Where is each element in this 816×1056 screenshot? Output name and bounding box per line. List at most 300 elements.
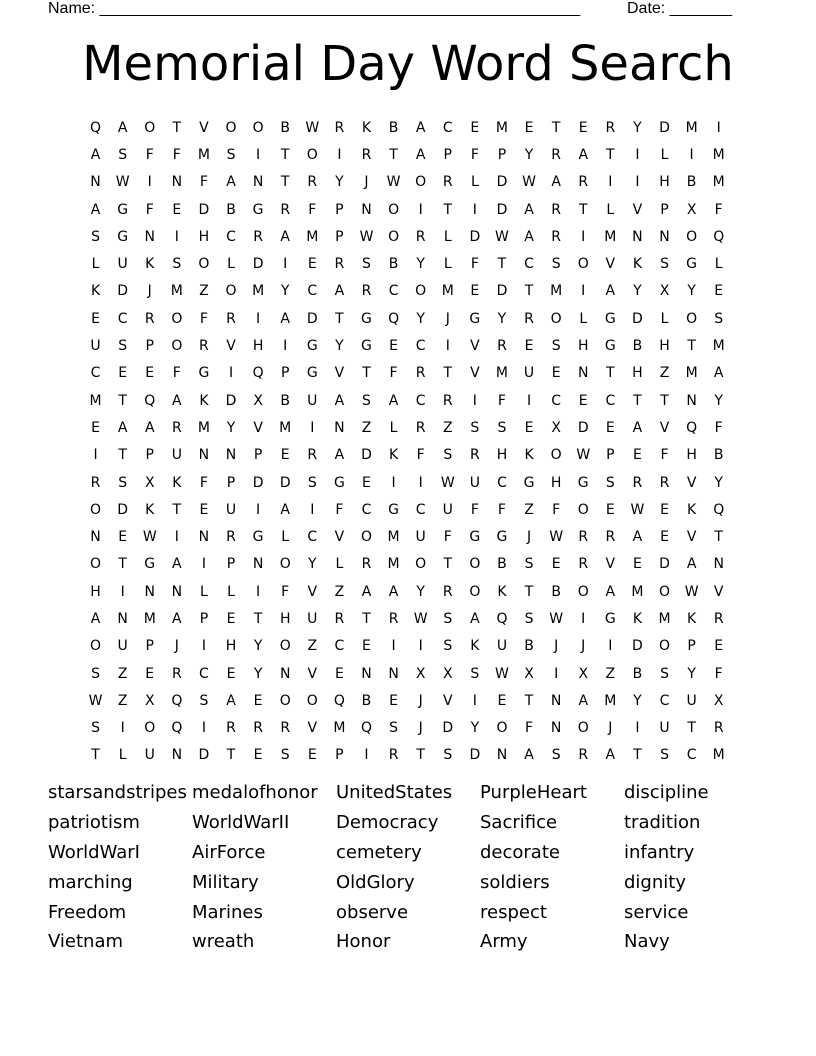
grid-letter: R [578, 529, 589, 546]
grid-letter: Q [333, 692, 345, 709]
grid-letter: C [90, 365, 101, 382]
grid-letter: R [713, 610, 724, 627]
grid-letter: S [660, 747, 669, 764]
grid-letter: F [416, 447, 425, 464]
grid-letter: N [279, 665, 291, 682]
grid-letter: T [118, 392, 127, 409]
grid-letter: F [308, 201, 317, 218]
grid-letter: J [418, 692, 423, 709]
grid-letter: C [551, 392, 562, 409]
grid-letter: A [470, 610, 480, 627]
grid-letter: E [307, 256, 317, 273]
grid-letter: P [443, 146, 452, 163]
grid-letter: T [606, 365, 615, 382]
grid-letter: Y [633, 692, 642, 709]
grid-letter: G [306, 338, 318, 355]
grid-letter: A [605, 583, 616, 600]
grid-letter: I [283, 338, 288, 355]
grid-letter: R [280, 720, 291, 737]
grid-letter: J [526, 529, 532, 546]
grid-letter: K [687, 501, 697, 518]
grid-letter: F [335, 501, 344, 518]
word-list-item: Democracy [336, 812, 439, 834]
grid-letter: I [608, 638, 613, 655]
grid-letter: H [686, 447, 697, 464]
grid-letter: S [605, 474, 615, 491]
grid-letter: S [91, 228, 100, 245]
word-list-item: AirForce [192, 841, 266, 863]
grid-letter: M [170, 283, 183, 300]
grid-letter: G [469, 310, 481, 327]
grid-letter: G [604, 310, 616, 327]
grid-letter: M [685, 119, 698, 136]
grid-letter: F [199, 174, 208, 191]
grid-letter: V [605, 256, 616, 273]
grid-letter: I [283, 256, 288, 273]
grid-letter: J [554, 638, 559, 655]
grid-letter: E [362, 638, 371, 655]
grid-letter: Y [687, 283, 696, 300]
grid-letter: S [470, 419, 480, 436]
grid-letter: P [226, 474, 236, 491]
grid-letter: A [90, 146, 101, 163]
grid-letter: I [256, 501, 261, 518]
grid-letter: N [361, 201, 372, 218]
grid-letter: R [171, 665, 182, 682]
grid-letter: Z [334, 583, 345, 600]
grid-letter: F [470, 256, 479, 273]
grid-letter: F [145, 146, 154, 163]
grid-letter: L [714, 256, 723, 273]
grid-letter: R [605, 529, 616, 546]
grid-letter: Y [416, 256, 425, 273]
grid-letter: U [659, 720, 670, 737]
grid-letter: O [686, 310, 698, 327]
grid-letter: O [279, 556, 291, 573]
grid-letter: F [199, 310, 208, 327]
grid-letter: M [685, 365, 698, 382]
grid-letter: S [524, 556, 534, 573]
word-list-item: WorldWarI [48, 841, 140, 863]
word-list-item: observe [336, 901, 409, 923]
grid-letter: I [418, 638, 423, 655]
grid-letter: I [608, 174, 613, 191]
grid-letter: J [174, 638, 179, 655]
grid-letter: A [524, 228, 534, 245]
grid-letter: L [281, 529, 290, 546]
grid-letter: E [226, 665, 236, 682]
grid-letter: R [497, 338, 507, 355]
word-list-item: Freedom [48, 901, 127, 923]
grid-letter: K [470, 638, 480, 655]
grid-letter: G [361, 338, 372, 355]
grid-letter: T [389, 146, 398, 163]
grid-letter: T [443, 201, 453, 218]
grid-letter: N [577, 365, 589, 382]
grid-letter: U [307, 392, 318, 409]
grid-letter: Y [633, 119, 642, 136]
grid-letter: P [497, 146, 507, 163]
grid-letter: H [659, 338, 670, 355]
grid-letter: B [713, 447, 724, 464]
grid-letter: R [442, 392, 453, 409]
grid-letter: O [469, 583, 481, 600]
grid-letter: P [280, 365, 290, 382]
grid-letter: D [252, 256, 264, 273]
grid-letter: U [117, 638, 128, 655]
grid-letter: F [443, 529, 452, 546]
grid-letter: R [253, 228, 263, 245]
grid-letter: Y [470, 720, 480, 737]
grid-letter: O [171, 310, 183, 327]
grid-letter: H [225, 638, 237, 655]
grid-letter: Y [497, 310, 507, 327]
grid-letter: P [335, 747, 344, 764]
grid-letter: A [280, 310, 290, 327]
grid-letter: A [415, 119, 426, 136]
grid-letter: I [554, 665, 559, 682]
grid-letter: E [199, 501, 209, 518]
grid-letter: Q [171, 692, 183, 709]
grid-letter: A [280, 228, 290, 245]
grid-letter: F [281, 583, 290, 600]
grid-letter: V [307, 583, 318, 600]
grid-letter: H [496, 447, 508, 464]
grid-letter: M [631, 583, 644, 600]
grid-letter: I [310, 419, 315, 436]
grid-letter: L [389, 419, 398, 436]
grid-letter: K [361, 119, 372, 136]
grid-letter: R [713, 720, 724, 737]
grid-letter: K [497, 583, 507, 600]
grid-letter: O [144, 119, 156, 136]
grid-letter: O [415, 556, 427, 573]
word-list-item: OldGlory [336, 871, 415, 893]
grid-letter: B [388, 256, 399, 273]
grid-letter: H [550, 474, 562, 491]
grid-letter: C [361, 501, 372, 518]
grid-letter: O [659, 583, 671, 600]
grid-letter: N [550, 720, 562, 737]
grid-letter: E [145, 365, 155, 382]
grid-letter: D [117, 283, 129, 300]
grid-letter: S [280, 747, 290, 764]
grid-letter: V [686, 529, 697, 546]
grid-letter: A [415, 146, 426, 163]
grid-letter: A [361, 583, 372, 600]
grid-letter: X [442, 665, 453, 682]
name-field[interactable]: Name: ______________________________________________________ [48, 0, 581, 17]
grid-letter: Q [144, 392, 156, 409]
grid-letter: D [198, 747, 210, 764]
grid-letter: R [415, 365, 426, 382]
grid-letter: S [443, 610, 453, 627]
grid-letter: T [91, 747, 100, 764]
grid-letter: A [172, 556, 182, 573]
grid-letter: N [198, 529, 210, 546]
grid-letter: C [415, 338, 426, 355]
grid-letter: I [472, 392, 477, 409]
grid-letter: I [418, 474, 423, 491]
grid-letter: M [333, 720, 346, 737]
grid-letter: P [145, 638, 154, 655]
grid-letter: R [361, 283, 372, 300]
grid-letter: S [307, 474, 317, 491]
header [0, 0, 816, 22]
grid-letter: T [497, 256, 507, 273]
grid-letter: G [388, 501, 399, 518]
grid-letter: T [714, 529, 723, 546]
grid-letter: A [632, 529, 643, 546]
grid-letter: Z [524, 501, 534, 518]
grid-letter: D [117, 501, 129, 518]
grid-letter: T [362, 365, 371, 382]
grid-letter: S [199, 692, 209, 709]
grid-letter: I [635, 146, 640, 163]
grid-letter: O [415, 283, 427, 300]
grid-letter: Y [253, 665, 263, 682]
grid-letter: K [90, 283, 101, 300]
grid-letter: W [305, 119, 320, 136]
grid-letter: E [632, 556, 642, 573]
grid-letter: D [279, 474, 291, 491]
grid-letter: E [714, 283, 724, 300]
grid-letter: Y [416, 583, 425, 600]
grid-letter: C [334, 638, 345, 655]
grid-letter: D [252, 474, 264, 491]
grid-letter: V [307, 720, 318, 737]
grid-letter: E [660, 529, 669, 546]
grid-letter: R [388, 747, 399, 764]
grid-letter: R [280, 201, 291, 218]
grid-letter: E [91, 419, 100, 436]
grid-letter: D [632, 310, 643, 327]
grid-letter: I [418, 201, 423, 218]
grid-letter: G [333, 474, 345, 491]
grid-letter: E [551, 365, 561, 382]
grid-letter: B [361, 692, 372, 709]
grid-letter: O [171, 338, 183, 355]
grid-letter: L [660, 310, 669, 327]
grid-letter: P [226, 556, 236, 573]
grid-letter: R [605, 119, 616, 136]
grid-letter: R [551, 228, 561, 245]
grid-letter: N [90, 174, 101, 191]
grid-letter: T [416, 747, 425, 764]
grid-letter: T [118, 556, 127, 573]
grid-letter: T [443, 365, 453, 382]
grid-letter: V [470, 365, 480, 382]
grid-letter: S [91, 720, 100, 737]
grid-letter: E [280, 447, 290, 464]
grid-letter: J [418, 720, 423, 737]
grid-letter: N [117, 610, 128, 627]
grid-letter: W [413, 610, 428, 627]
grid-letter: A [172, 392, 182, 409]
grid-letter: E [118, 529, 128, 546]
grid-letter: Y [253, 638, 263, 655]
grid-letter: G [117, 201, 129, 218]
grid-letter: E [470, 119, 480, 136]
grid-letter: X [253, 392, 263, 409]
grid-letter: R [578, 747, 589, 764]
grid-letter: F [470, 146, 479, 163]
grid-letter: G [117, 228, 129, 245]
grid-letter: L [200, 583, 208, 600]
grid-letter: Q [171, 720, 183, 737]
grid-letter: E [172, 201, 182, 218]
grid-letter: M [550, 283, 563, 300]
word-list [48, 778, 768, 957]
grid-letter: B [686, 174, 697, 191]
grid-letter: V [605, 556, 616, 573]
grid-letter: D [361, 447, 372, 464]
grid-letter: M [197, 146, 210, 163]
grid-letter: R [469, 447, 480, 464]
grid-letter: I [472, 692, 477, 709]
grid-letter: M [658, 610, 671, 627]
grid-letter: O [659, 638, 671, 655]
grid-letter: E [497, 692, 507, 709]
grid-letter: E [714, 638, 724, 655]
grid-letter: G [252, 529, 264, 546]
grid-letter: S [524, 610, 534, 627]
grid-letter: N [632, 228, 643, 245]
grid-letter: T [578, 201, 588, 218]
grid-letter: T [118, 447, 127, 464]
grid-letter: G [361, 310, 372, 327]
grid-letter: T [687, 720, 696, 737]
grid-letter: A [388, 392, 399, 409]
grid-letter: E [605, 419, 615, 436]
grid-letter: U [144, 747, 155, 764]
date-field[interactable]: Date: _______ [627, 0, 732, 17]
grid-letter: R [199, 338, 209, 355]
grid-letter: U [469, 474, 480, 491]
grid-letter: X [686, 201, 697, 218]
grid-letter: P [606, 447, 615, 464]
grid-letter: S [389, 720, 399, 737]
grid-letter: Y [714, 474, 723, 491]
grid-letter: D [659, 556, 670, 573]
grid-letter: T [172, 501, 182, 518]
grid-letter: A [632, 419, 643, 436]
grid-letter: A [117, 119, 128, 136]
grid-letter: E [524, 419, 534, 436]
grid-letter: R [253, 720, 263, 737]
word-list-item: Sacrifice [480, 812, 558, 834]
grid-letter: R [171, 419, 182, 436]
grid-letter: T [633, 392, 642, 409]
grid-letter: E [307, 747, 317, 764]
grid-letter: G [686, 256, 698, 273]
grid-letter: V [334, 529, 345, 546]
grid-letter: H [279, 610, 291, 627]
grid-letter: I [174, 228, 179, 245]
grid-letter: S [118, 474, 128, 491]
grid-letter: S [91, 665, 100, 682]
grid-letter: R [334, 256, 345, 273]
grid-letter: I [689, 146, 694, 163]
grid-letter: E [118, 365, 128, 382]
grid-letter: U [117, 256, 128, 273]
grid-letter: O [279, 692, 291, 709]
grid-letter: R [442, 174, 453, 191]
grid-letter: Y [308, 556, 317, 573]
grid-letter: S [714, 310, 724, 327]
grid-letter: L [91, 256, 100, 273]
word-list-item: discipline [624, 782, 709, 804]
grid-letter: S [443, 638, 453, 655]
grid-letter: N [171, 583, 183, 600]
grid-letter: Y [280, 283, 290, 300]
grid-letter: L [606, 201, 615, 218]
grid-letter: N [144, 583, 155, 600]
grid-letter: I [526, 392, 532, 409]
grid-letter: T [660, 392, 669, 409]
grid-letter: N [144, 228, 155, 245]
grid-letter: G [604, 610, 616, 627]
grid-letter: M [712, 174, 725, 191]
grid-letter: I [201, 638, 206, 655]
grid-letter: S [497, 419, 507, 436]
grid-letter: E [253, 747, 263, 764]
grid-letter: D [496, 201, 508, 218]
word-list-item: decorate [480, 841, 560, 863]
grid-letter: K [145, 501, 155, 518]
grid-letter: O [198, 256, 210, 273]
grid-letter: C [524, 256, 534, 273]
grid-letter: D [577, 419, 589, 436]
grid-letter: K [524, 447, 534, 464]
grid-letter: X [144, 474, 155, 491]
page-title: Memorial Day Word Search [82, 36, 734, 92]
grid-letter: C [686, 747, 697, 764]
grid-letter: W [549, 529, 564, 546]
grid-letter: C [659, 692, 670, 709]
grid-letter: T [633, 747, 642, 764]
grid-letter: V [442, 692, 453, 709]
grid-letter: Q [686, 419, 698, 436]
grid-letter: E [660, 501, 669, 518]
grid-letter: I [445, 338, 450, 355]
grid-letter: M [604, 692, 617, 709]
word-list-item: medalofhonor [192, 782, 318, 804]
grid-letter: C [117, 310, 128, 327]
grid-letter: M [143, 610, 156, 627]
grid-letter: U [442, 501, 453, 518]
grid-letter: G [604, 338, 616, 355]
grid-letter: E [551, 556, 561, 573]
grid-letter: K [172, 474, 182, 491]
grid-letter: P [145, 338, 154, 355]
grid-letter: A [578, 692, 589, 709]
grid-letter: L [335, 556, 344, 573]
grid-letter: C [388, 283, 399, 300]
grid-letter: C [497, 474, 507, 491]
grid-letter: H [90, 583, 101, 600]
grid-letter: Q [252, 365, 264, 382]
grid-letter: D [469, 747, 481, 764]
word-list-item: cemetery [336, 841, 422, 863]
grid-letter: V [334, 365, 345, 382]
grid-letter: I [391, 638, 396, 655]
grid-letter: D [306, 310, 318, 327]
grid-letter: N [171, 747, 183, 764]
grid-letter: R [415, 419, 426, 436]
grid-letter: O [144, 720, 156, 737]
grid-letter: S [551, 747, 561, 764]
